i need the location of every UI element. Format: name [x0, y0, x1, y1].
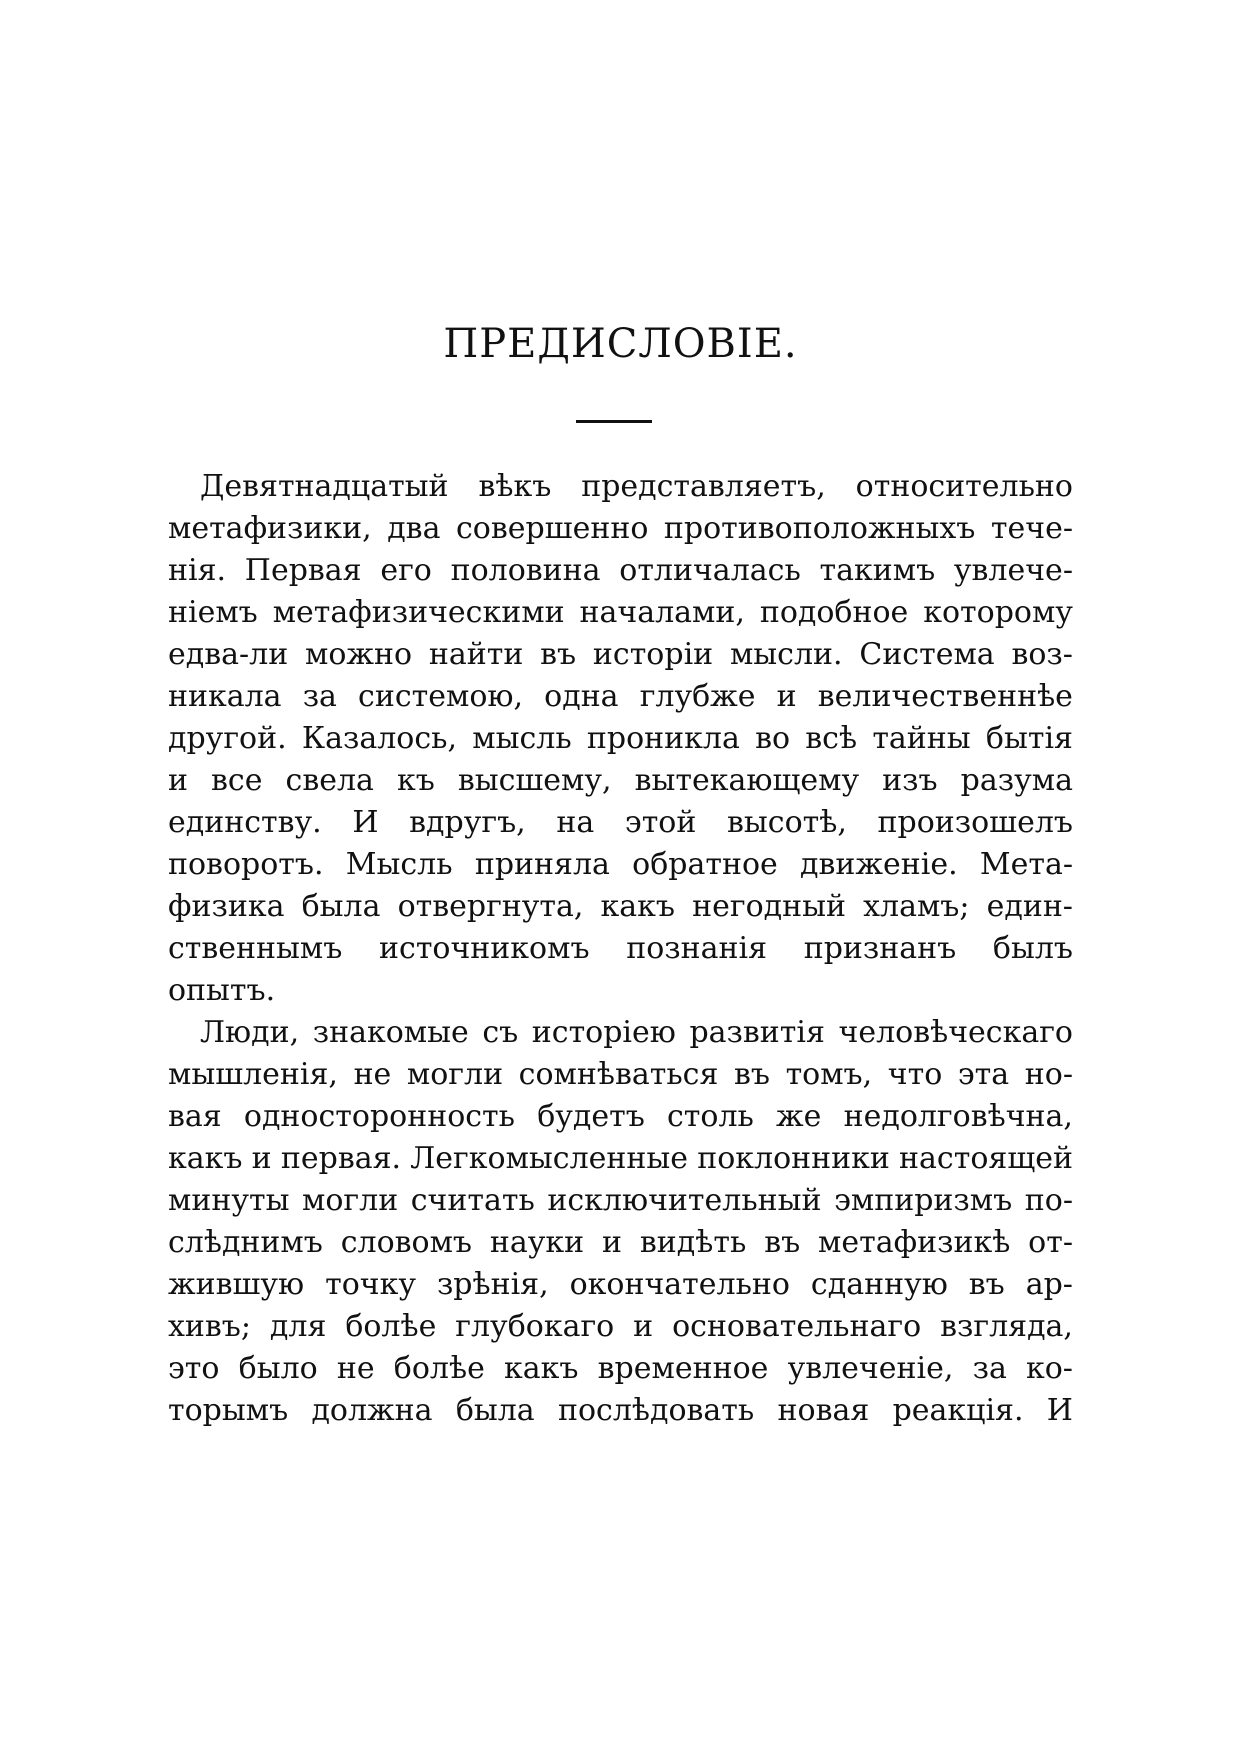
text-line: Девятнадцатый вѣкъ представляетъ, относительно [200, 469, 1073, 504]
text-line: другой. Казалось, мысль проникла во всѣ тайны бытія [168, 721, 1073, 756]
text-line: вая односторонность будетъ столь же недолговѣчна, [168, 1099, 1073, 1134]
text-line: слѣднимъ словомъ науки и видѣть въ метафизикѣ от- [168, 1225, 1073, 1260]
text-line: ніемъ метафизическими началами, подобное которому [168, 595, 1073, 630]
text-line: какъ и первая. Легкомысленные поклонники настоящей [168, 1141, 1073, 1176]
text-line: ственнымъ источникомъ познанія признанъ былъ [168, 931, 1073, 966]
text-line: и все свела къ высшему, вытекающему изъ разума [168, 763, 1073, 798]
text-line: мышленія, не могли сомнѣваться въ томъ, что эта но- [168, 1057, 1073, 1092]
text-line: опытъ. [168, 973, 276, 1008]
text-line: торымъ должна была послѣдовать новая реакція. И [168, 1393, 1073, 1428]
title-divider [576, 420, 652, 423]
text-line: хивъ; для болѣе глубокаго и основательнаго взгляда, [168, 1309, 1073, 1344]
text-line: это было не болѣе какъ временное увлеченіе, за ко- [168, 1351, 1073, 1386]
page-title: ПРЕДИСЛОВІЕ. [443, 321, 798, 367]
text-line: Люди, знакомые съ исторіею развитія человѣческаго [200, 1015, 1073, 1050]
text-line: едва-ли можно найти въ исторіи мысли. Система воз- [168, 637, 1073, 672]
text-line: никала за системою, одна глубже и величественнѣе [168, 679, 1073, 714]
text-line: нія. Первая его половина отличалась такимъ увлече- [168, 553, 1073, 588]
text-line: жившую точку зрѣнія, окончательно сданную въ ар- [168, 1267, 1073, 1302]
preface-text [168, 466, 1073, 1432]
text-line: минуты могли считать исключительный эмпиризмъ по- [168, 1183, 1073, 1218]
text-line: единству. И вдругъ, на этой высотѣ, произошелъ [168, 805, 1073, 840]
text-line: метафизики, два совершенно противоположныхъ тече- [168, 511, 1073, 546]
text-line: физика была отвергнута, какъ негодный хламъ; един- [168, 889, 1073, 924]
text-line: поворотъ. Мысль приняла обратное движеніе. Мета- [168, 847, 1073, 882]
